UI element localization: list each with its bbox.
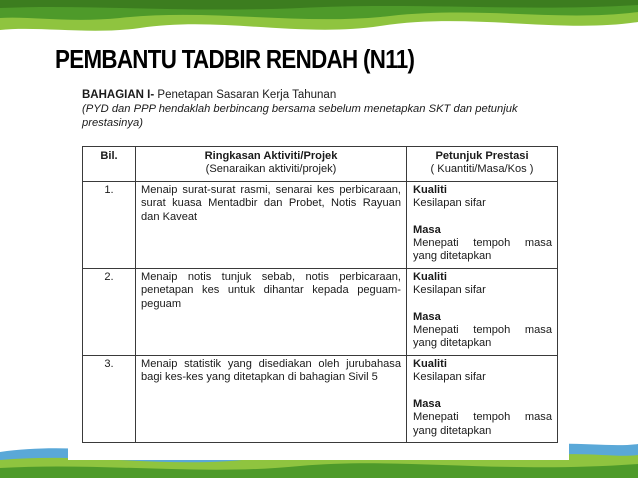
time-label: Masa xyxy=(413,397,441,410)
table-row xyxy=(83,355,558,442)
section-note: (PYD dan PPP hendaklah berbincang bersama sebelum menetapkan SKT dan petunjuk prestasinya) xyxy=(82,103,518,129)
row-indicator xyxy=(407,355,558,442)
header-activity xyxy=(136,147,407,182)
header-indicator-subtitle: ( Kuantiti/Masa/Kos ) xyxy=(430,163,534,176)
skt-table xyxy=(82,146,558,443)
quality-label: Kualiti xyxy=(413,357,447,370)
header-bil: Bil. xyxy=(83,147,136,182)
header-indicator-title: Petunjuk Prestasi xyxy=(435,150,529,162)
row-activity: Menaip surat-surat rasmi, senarai kes perbicaraan, surat kuasa Mentadbir dan Probet, Notis Rayuan dan Kaveat xyxy=(136,181,407,268)
table-row xyxy=(83,181,558,268)
quality-label: Kualiti xyxy=(413,183,447,196)
time-value: Menepati tempoh masa yang ditetapkan xyxy=(413,237,552,263)
section-number: BAHAGIAN I- xyxy=(82,89,155,101)
slide-title: PEMBANTU TADBIR RENDAH (N11) xyxy=(55,44,415,74)
quality-value: Kesilapan sifar xyxy=(413,371,486,384)
quality-value: Kesilapan sifar xyxy=(413,197,486,210)
row-number: 1. xyxy=(83,181,136,268)
section-heading xyxy=(82,88,557,102)
quality-value: Kesilapan sifar xyxy=(413,284,486,297)
quality-label: Kualiti xyxy=(413,270,447,283)
row-activity: Menaip notis tunjuk sebab, notis perbicaraan, penetapan kes untuk dihantar kepada peguam-peguam xyxy=(136,268,407,355)
time-label: Masa xyxy=(413,310,441,323)
header-indicator xyxy=(407,147,558,182)
table-row xyxy=(83,268,558,355)
table-header-row xyxy=(83,147,558,182)
time-value: Menepati tempoh masa yang ditetapkan xyxy=(413,411,552,437)
row-activity: Menaip statistik yang disediakan oleh jurubahasa bagi kes-kes yang ditetapkan di bahagian Sivil 5 xyxy=(136,355,407,442)
row-number: 2. xyxy=(83,268,136,355)
header-activity-subtitle: (Senaraikan aktiviti/projek) xyxy=(205,163,337,176)
header-activity-title: Ringkasan Aktiviti/Projek xyxy=(204,150,338,162)
top-grass-banner xyxy=(0,0,638,31)
row-number: 3. xyxy=(83,355,136,442)
time-label: Masa xyxy=(413,223,441,236)
row-indicator xyxy=(407,181,558,268)
document-scan xyxy=(68,84,569,460)
row-indicator xyxy=(407,268,558,355)
time-value: Menepati tempoh masa yang ditetapkan xyxy=(413,324,552,350)
section-title: Penetapan Sasaran Kerja Tahunan xyxy=(157,89,337,101)
